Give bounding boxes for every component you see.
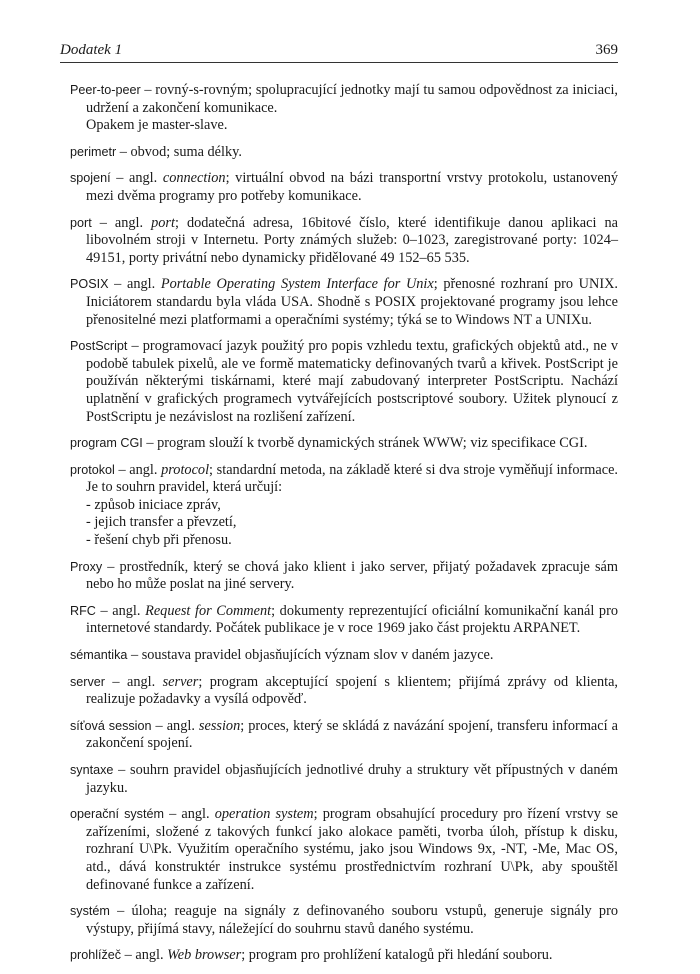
entry-text: ; dokumenty reprezentující oficiální komunikační kanál pro internetové standardy. Počátek publikace je v roce 1969 jako část projektu ARPANET. [86, 602, 618, 637]
entry-text: – program slouží k tvorbě dynamických stránek WWW; viz specifikace CGI. [142, 435, 588, 452]
entry-text: – angl. [110, 170, 163, 187]
glossary-entry [70, 647, 618, 665]
entry-text: – angl. [95, 602, 146, 619]
entry-term: POSIX [70, 277, 109, 292]
entry-text: – angl. [151, 717, 199, 734]
glossary-entry [70, 144, 618, 162]
page-number: 369 [595, 42, 618, 58]
entry-text: – obvod; suma délky. [116, 143, 242, 160]
entry-term: port [70, 215, 92, 230]
entry-text: – angl. [108, 276, 161, 293]
entry-list-item: - jejich transfer a převzetí, [86, 514, 237, 531]
entry-text: – prostředník, který se chová jako klient i jako server, přijatý požadavek zpracuje sám nebo ho může poslat na jiné servery. [86, 558, 618, 593]
entry-term: program CGI [70, 436, 143, 451]
entry-text: ; dodatečná adresa, 16bitové číslo, které identifikuje danou aplikaci na libovolném stroji v Internetu. Porty známých služeb: 0–1023, zaregistrované porty: 1024–49151, porty privátní nebo dynamicky přidělované 49 152–65 535. [86, 214, 618, 266]
entry-extra-line: Opakem je master-slave. [86, 117, 228, 134]
glossary-entry [70, 338, 618, 426]
entry-term: síťová session [70, 718, 152, 733]
entry-text: ; proces, který se skládá z navázání spojení, transferu informací a zakončení spojení. [86, 717, 618, 752]
entry-english-term: port [151, 214, 175, 231]
glossary-entry [70, 947, 618, 965]
entry-english-term: protocol [161, 461, 210, 478]
entry-term: syntaxe [70, 763, 114, 777]
glossary-entry [70, 462, 618, 550]
glossary-entry [70, 170, 618, 205]
entry-text: – angl. [91, 214, 152, 231]
glossary-entry [70, 435, 618, 453]
chapter-title: Dodatek 1 [60, 42, 123, 58]
entry-text: – rovný-s-rovným; spolupracující jednotky mají tu samou odpovědnost za iniciaci, udržení a zakončení komunikace. [86, 82, 618, 116]
glossary-entry [70, 903, 618, 938]
entry-term: Proxy [70, 559, 103, 574]
entry-english-term: Web browser [167, 947, 242, 964]
entry-text: ; program obsahující procedury pro řízení vrstvy se zařízeními, složené z takových funkcí jako alokace paměti, tvorba úloh, přístup k disku, rozhraní U\Pk. Využitím operačního systému, jako jsou Windows 9x, -NT, -Me, Mac OS, atd., dává konstruktér instrukce systému prostřednictvím rozhraní U\Pk, aby spouštěl definované funkce a zařízení. [86, 806, 618, 893]
glossary-entry [70, 215, 618, 268]
entry-term: server [70, 674, 105, 689]
entry-term: spojení [70, 171, 111, 186]
entry-list-item: - způsob iniciace zpráv, [86, 496, 221, 513]
entry-text: ; přenosné rozhraní pro UNIX. Iniciátorem standardu byla vláda USA. Shodně s POSIX projektované programy jsou lehce přenositelné mezi platformami a operačními systémy; týká se to Windows NT a UNIXu. [86, 276, 618, 328]
entry-text: ; virtuální obvod na bázi transportní vrstvy protokolu, ustanovený mezi dvěma programy pro potřeby komunikace. [86, 170, 619, 204]
entry-term: perimetr [70, 144, 117, 159]
entry-term: PostScript [70, 339, 128, 354]
entry-text: – angl. [105, 673, 163, 690]
entry-text: ; standardní metoda, na základě které si dva stroje vyměňují informace. Je to souhrn pravidel, která určují: [86, 461, 618, 496]
entry-text: – souhrn pravidel objasňujících jednotlivé druhy a struktury vět přípustných v daném jazyku. [86, 762, 618, 796]
entry-term: systém [70, 904, 110, 919]
entry-text: – úloha; reaguje na signály z definovaného souboru vstupů, generuje signály pro výstupy, přijímá stavy, náležející do souhrnu stavů daného systému. [86, 903, 618, 937]
entry-text: – soustava pravidel objasňujících význam slov v daném jazyce. [127, 647, 494, 664]
glossary-entry [70, 603, 618, 638]
glossary-entry [70, 674, 618, 709]
entry-list-item: - řešení chyb při přenosu. [86, 532, 232, 549]
glossary-entry [70, 718, 618, 753]
entry-term: sémantika [70, 648, 128, 663]
entry-english-term: Portable Operating System Interface for Unix [160, 276, 434, 293]
glossary-entry [70, 82, 618, 135]
entry-term: prohlížeč [70, 948, 122, 963]
entry-english-term: operation system [214, 806, 314, 823]
entry-english-term: connection [162, 170, 226, 187]
entry-term: Peer-to-peer [70, 83, 141, 97]
entry-term: protokol [70, 462, 115, 477]
entry-text: – angl. [121, 947, 168, 964]
entry-term: operační systém [70, 807, 164, 822]
entry-term: RFC [70, 603, 96, 618]
entry-text: – programovací jazyk použitý pro popis vzhledu textu, grafických objektů atd., ne v podobě tabulek pixelů, ale ve formě matematicky definovaných tvarů a křivek. PostScript je používán některými tiskárnami, které mají zabudovaný interpreter PostScriptu. Nachází uplatnění v grafických programech vytvářejících postscriptové soubory. Užitek plynoucí z PostScriptu je nezávislost na rozlišení zařízení. [86, 338, 618, 425]
page-header [60, 40, 618, 63]
entry-english-term: session [198, 717, 241, 734]
entry-text: ; program akceptující spojení s klientem; přijímá zprávy od klienta, realizuje požadavky a vysílá odpověď. [86, 673, 619, 708]
entry-text: – angl. [163, 806, 215, 823]
glossary-entry [70, 806, 618, 894]
entry-english-term: server [162, 673, 199, 690]
entry-english-term: Request for Comment [145, 602, 272, 619]
glossary-list [70, 82, 618, 974]
glossary-entry [70, 762, 618, 797]
glossary-entry [70, 559, 618, 594]
entry-text: – angl. [114, 461, 162, 478]
glossary-entry [70, 276, 618, 329]
entry-text: ; program pro prohlížení katalogů při hledání souboru. [241, 947, 553, 964]
